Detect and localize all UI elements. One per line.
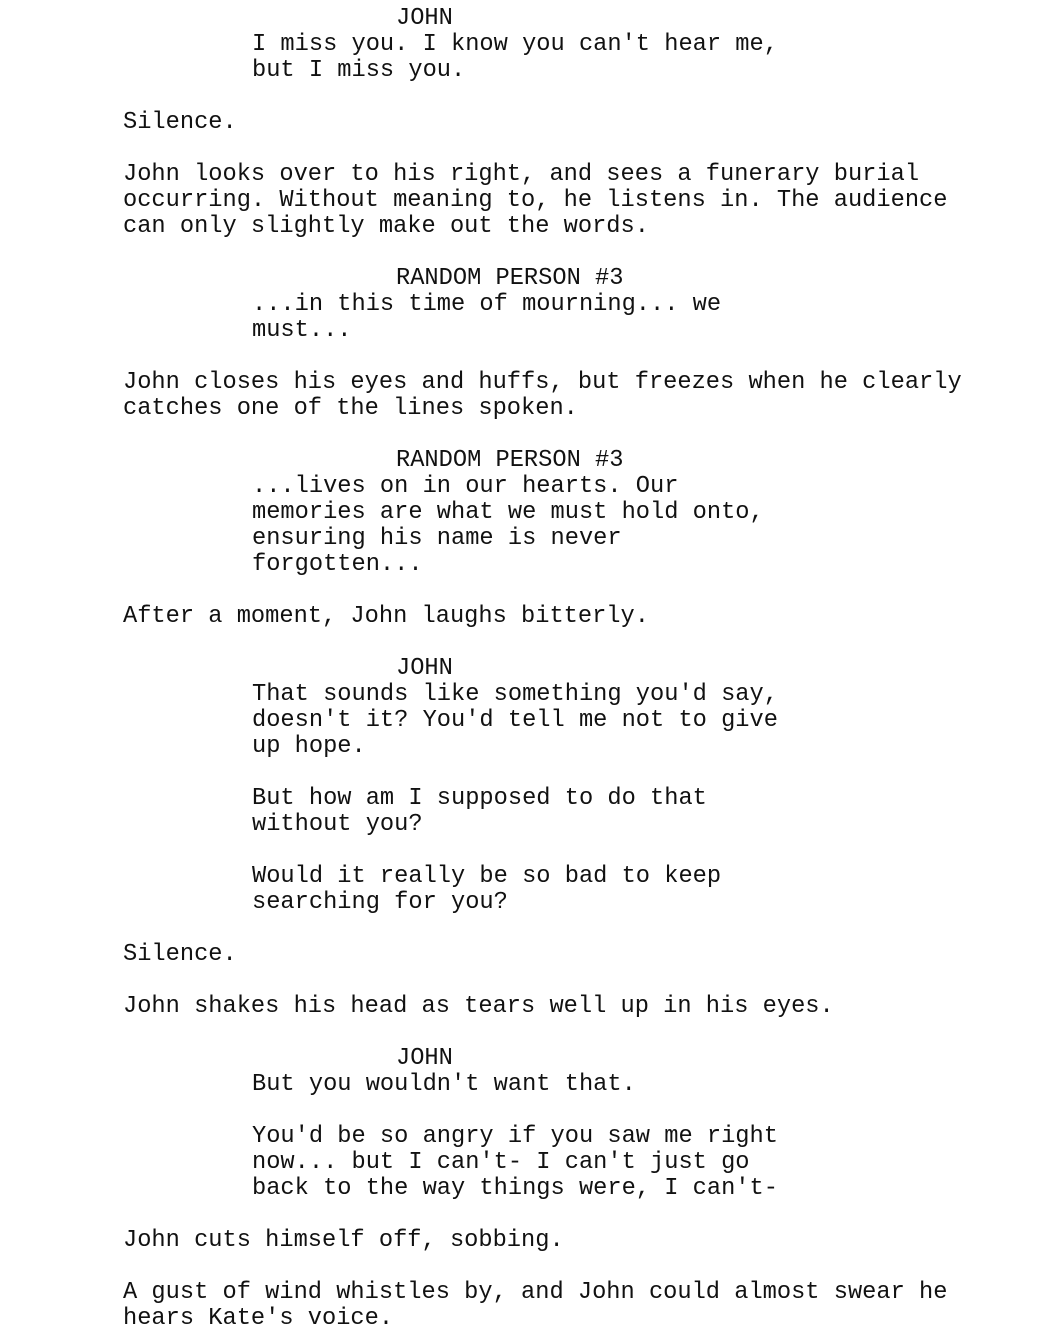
action-line: Silence. [123,941,237,968]
action-line: A gust of wind whistles by, and John could almost swear he [123,1279,948,1306]
action-line: hears Kate's voice. [123,1305,394,1332]
dialogue-line: forgotten... [252,551,423,578]
character-line: JOHN [396,1045,453,1072]
dialogue-line: Would it really be so bad to keep [252,863,722,890]
dialogue-line: But you wouldn't want that. [252,1071,636,1098]
dialogue-line: ...in this time of mourning... we [252,291,722,318]
dialogue-line: must... [252,317,352,344]
dialogue-line: up hope. [252,733,366,760]
action-line: John shakes his head as tears well up in his eyes. [123,993,834,1020]
action-line: occurring. Without meaning to, he listens in. The audience [123,187,948,214]
character-line: JOHN [396,5,453,32]
character-line: JOHN [396,655,453,682]
action-line: John looks over to his right, and sees a funerary burial [123,161,920,188]
dialogue-line: But how am I supposed to do that [252,785,707,812]
dialogue-line: without you? [252,811,423,838]
action-line: John cuts himself off, sobbing. [123,1227,564,1254]
action-line: Silence. [123,109,237,136]
action-line: After a moment, John laughs bitterly. [123,603,649,630]
action-line: can only slightly make out the words. [123,213,649,240]
dialogue-line: back to the way things were, I can't- [252,1175,778,1202]
dialogue-line: now... but I can't- I can't just go [252,1149,750,1176]
dialogue-line: You'd be so angry if you saw me right [252,1123,778,1150]
dialogue-line: doesn't it? You'd tell me not to give [252,707,778,734]
dialogue-line: I miss you. I know you can't hear me, [252,31,778,58]
action-line: John closes his eyes and huffs, but freezes when he clearly [123,369,962,396]
dialogue-line: memories are what we must hold onto, [252,499,764,526]
dialogue-line: but I miss you. [252,57,466,84]
character-line: RANDOM PERSON #3 [396,265,624,292]
dialogue-line: searching for you? [252,889,508,916]
action-line: catches one of the lines spoken. [123,395,578,422]
character-line: RANDOM PERSON #3 [396,447,624,474]
dialogue-line: ensuring his name is never [252,525,622,552]
dialogue-line: That sounds like something you'd say, [252,681,778,708]
dialogue-line: ...lives on in our hearts. Our [252,473,679,500]
